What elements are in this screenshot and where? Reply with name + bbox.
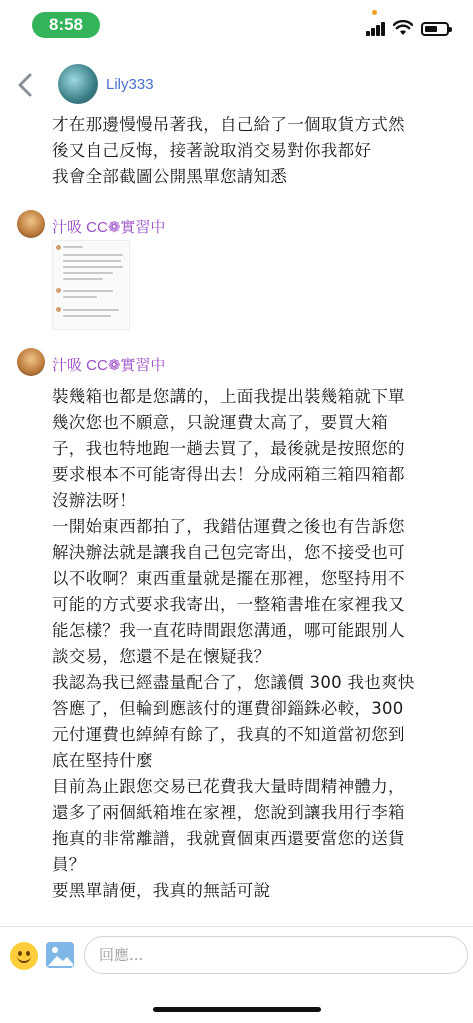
author-name[interactable]: 汁吸 CC❁實習中 xyxy=(52,357,166,374)
avatar-lily[interactable] xyxy=(58,64,98,104)
wifi-icon xyxy=(393,20,413,36)
message-line: 底在堅持什麼 xyxy=(52,751,153,770)
battery-icon xyxy=(421,22,449,36)
message-line: 解決辦法就是讓我自己包完寄出，您不接受也可 xyxy=(52,543,405,562)
message-line: 一開始東西都拍了，我錯估運費之後也有告訴您 xyxy=(52,517,405,536)
message-line: 我會全部截圖公開黑單您請知悉 xyxy=(52,167,288,186)
status-time: 8:58 xyxy=(32,12,100,38)
message-line: 目前為止跟您交易已花費我大量時間精神體力， xyxy=(52,777,405,796)
message-line: 以不收啊？東西重量就是擺在那裡，您堅持用不 xyxy=(52,569,405,588)
message-1-text xyxy=(52,112,405,190)
status-bar xyxy=(0,0,473,52)
avatar-cc[interactable] xyxy=(17,210,45,238)
message-line: 要黑單請便，我真的無話可說 xyxy=(52,881,271,900)
message-3-text xyxy=(52,384,415,904)
back-button[interactable] xyxy=(14,72,38,98)
message-line: 幾次您也不願意，只說運費太高了，要買大箱 xyxy=(52,413,388,432)
message-line: 裝幾箱也都是您講的，上面我提出裝幾箱就下單 xyxy=(52,387,405,406)
privacy-indicator-dot xyxy=(372,10,377,15)
cellular-signal-icon xyxy=(366,22,386,36)
author-name[interactable]: 汁吸 CC❁實習中 xyxy=(52,219,166,236)
message-line: 可能的方式要求我寄出，一整箱書堆在家裡我又 xyxy=(52,595,405,614)
message-line: 還多了兩個紙箱堆在家裡，您說到讓我用行李箱 xyxy=(52,803,405,822)
screenshot-thumbnail[interactable] xyxy=(52,240,130,330)
message-line: 答應了，但輪到應該付的運費卻錙銖必較，300 xyxy=(52,699,404,718)
message-line: 員？ xyxy=(52,855,86,874)
message-line: 子，我也特地跑一趟去買了，最後就是按照您的 xyxy=(52,439,405,458)
message-line: 才在那邊慢慢吊著我，自己給了一個取貨方式然 xyxy=(52,115,405,134)
message-line: 要求根本不可能寄得出去！分成兩箱三箱四箱都 xyxy=(52,465,405,484)
message-line: 沒辦法呀！ xyxy=(52,491,136,510)
avatar-cc[interactable] xyxy=(17,348,45,376)
composer-divider xyxy=(0,926,473,927)
message-line: 拖真的非常離譜，我就賣個東西還要當您的送貨 xyxy=(52,829,405,848)
smile-icon[interactable] xyxy=(10,942,38,970)
reply-input[interactable] xyxy=(85,937,467,973)
message-line: 後又自己反悔，接著說取消交易對你我都好 xyxy=(52,141,372,160)
message-line: 元付運費也綽綽有餘了，我真的不知道當初您到 xyxy=(52,725,405,744)
image-icon[interactable] xyxy=(46,942,74,968)
message-line: 能怎樣？我一直花時間跟您溝通，哪可能跟別人 xyxy=(52,621,405,640)
message-line: 我認為我已經盡量配合了，您議價 300 我也爽快 xyxy=(52,673,415,692)
home-indicator[interactable] xyxy=(153,1007,321,1012)
reply-field[interactable] xyxy=(84,936,468,974)
author-name[interactable]: Lily333 xyxy=(106,76,154,93)
message-line: 談交易，您還不是在懷疑我？ xyxy=(52,647,271,666)
